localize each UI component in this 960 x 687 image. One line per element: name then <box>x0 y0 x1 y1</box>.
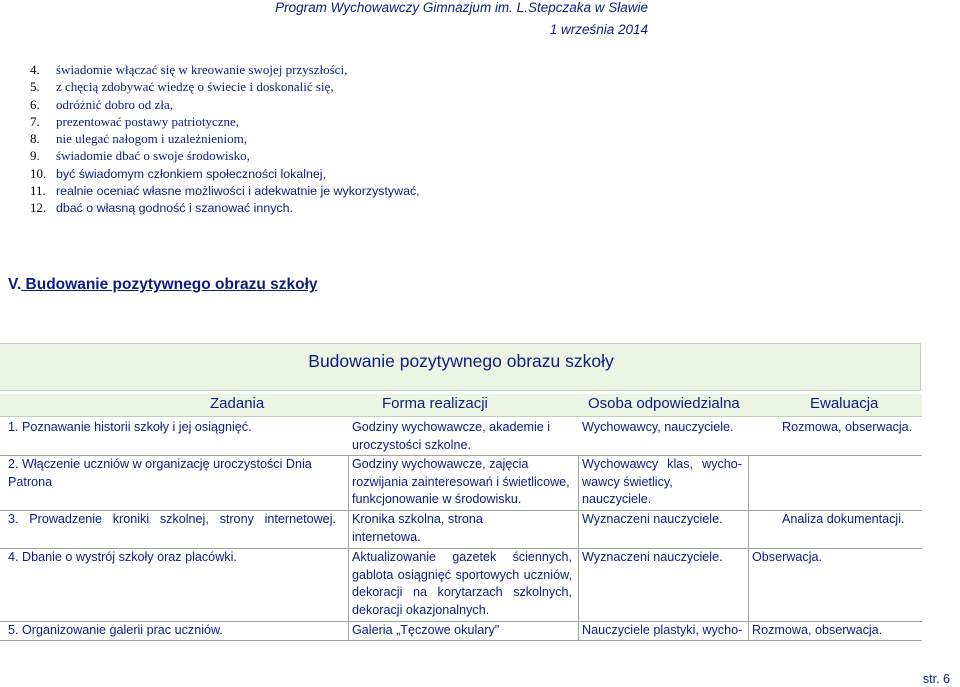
list-item <box>30 96 420 113</box>
list-item-text: świadomie dbać o swoje środowisko, <box>56 148 250 164</box>
list-item-text: z chęcią zdobywać wiedzę o świecie i doskonalić się, <box>56 79 334 95</box>
table-cell-person <box>582 456 742 509</box>
table-cell-person: Wyznaczeni nauczyciele. <box>582 550 723 564</box>
cell-line: gablota osiągnięć sportowych uczniów, <box>352 567 572 582</box>
list-item <box>30 199 420 216</box>
list-item <box>30 61 420 78</box>
list-item <box>30 78 420 95</box>
column-header-form <box>348 394 578 417</box>
table-cell-evaluation: Rozmowa, obserwacja. <box>782 420 913 434</box>
document-header-title: Program Wychowawczy Gimnazjum im. L.Stepczaka w Sławie <box>275 0 648 15</box>
list-item-number: 10. <box>30 165 47 181</box>
table-cell-task: 4. Dbanie o wystrój szkoły oraz placówki. <box>8 550 237 564</box>
table-title: Budowanie pozytywnego obrazu szkoły <box>308 351 614 371</box>
row-divider <box>0 640 922 641</box>
list-item-number: 4. <box>30 62 40 77</box>
list-item-text: świadomie włączać się w kreowanie swojej przyszłości, <box>56 62 348 77</box>
list-item <box>30 147 420 164</box>
section-number: V. <box>8 276 22 293</box>
list-item-text: odróżnić dobro od zła, <box>56 96 173 112</box>
table-cell-evaluation: Rozmowa, obserwacja. <box>752 623 883 637</box>
section-title: Budowanie pozytywnego obrazu szkoły <box>21 276 318 293</box>
cell-line: Godziny wychowawcze, zajęcia <box>352 457 529 471</box>
goals-list <box>30 61 420 217</box>
column-header-label: Forma realizacji <box>382 395 488 412</box>
cell-line: Kronika szkolna, strona <box>352 512 483 526</box>
table-cell-form <box>352 511 574 546</box>
list-item-text: prezentować postawy patriotyczne, <box>56 113 240 129</box>
cell-line: Aktualizowanie gazetek ściennych, <box>352 550 572 564</box>
cell-line: internetowa. <box>352 529 421 544</box>
column-header-evaluation <box>748 394 922 417</box>
list-item <box>30 182 420 199</box>
cell-line: rozwijania zainteresowań i świetlicowe, <box>352 474 570 489</box>
cell-line: wawcy świetlicy, nauczyciele. <box>582 474 673 507</box>
list-item-text: realnie oceniać własne możliwości i adekwatnie je wykorzystywać, <box>56 184 420 199</box>
table-cell-form <box>352 456 574 509</box>
table-cell-task: 5. Organizowanie galerii prac uczniów. <box>8 623 223 637</box>
cell-line: funkcjonowanie w środowisku. <box>352 492 522 507</box>
column-header-tasks <box>0 394 348 417</box>
column-header-label: Osoba odpowiedzialna <box>588 395 740 412</box>
cell-line: Wychowawcy klas, wycho- <box>582 457 742 471</box>
list-item <box>30 165 420 182</box>
table-cell-form: Galeria „Tęczowe okulary" <box>352 623 500 637</box>
section-heading <box>8 276 318 294</box>
cell-line: Patrona <box>8 474 53 489</box>
page-number: str. 6 <box>922 672 950 686</box>
document-header-date: 1 września 2014 <box>549 22 648 37</box>
table-cell-task: 3. Prowadzenie kroniki szkolnej, strony internetowej. <box>8 512 336 526</box>
cell-line: dekoracji okazjonalnych. <box>352 602 490 617</box>
list-item-text: być świadomym członkiem społeczności lokalnej, <box>56 166 326 181</box>
table-cell-form <box>352 549 572 619</box>
list-item-text: nie ulegać nałogom i uzależnieniom, <box>56 131 247 147</box>
list-item-number: 11. <box>30 183 46 199</box>
list-item-number: 8. <box>30 131 40 147</box>
column-header-label: Zadania <box>210 395 265 412</box>
list-item-number: 12. <box>30 200 47 216</box>
table-cell-form <box>352 419 574 454</box>
cell-line: 2. Włączenie uczniów w organizację uroczystości Dnia <box>8 457 312 471</box>
table-cell-task: 1. Poznawanie historii szkoły i jej osiągnięć. <box>8 420 252 434</box>
list-item <box>30 130 420 147</box>
list-item-number: 6. <box>30 96 40 112</box>
list-item-number: 5. <box>30 79 40 95</box>
list-item-number: 9. <box>30 148 40 164</box>
column-header-label: Ewaluacja <box>810 395 879 412</box>
list-item-number: 7. <box>30 113 40 129</box>
table-cell-person: Wychowawcy, nauczyciele. <box>582 420 734 434</box>
list-item <box>30 113 420 130</box>
cell-line: Godziny wychowawcze, akademie i <box>352 420 551 434</box>
table-cell-evaluation: Analiza dokumentacji. <box>782 512 905 526</box>
table-cell-person: Nauczyciele plastyki, wycho- <box>582 623 743 637</box>
cell-line: dekoracji na korytarzach szkolnych, <box>352 585 572 600</box>
table-cell-person: Wyznaczeni nauczyciele. <box>582 512 723 526</box>
table-cell-evaluation: Obserwacja. <box>752 550 822 564</box>
column-header-person <box>578 394 748 417</box>
cell-line: uroczystości szkolne. <box>352 437 471 452</box>
table-cell-task <box>8 456 344 491</box>
list-item-text: dbać o własną godność i szanować innych. <box>56 201 293 216</box>
